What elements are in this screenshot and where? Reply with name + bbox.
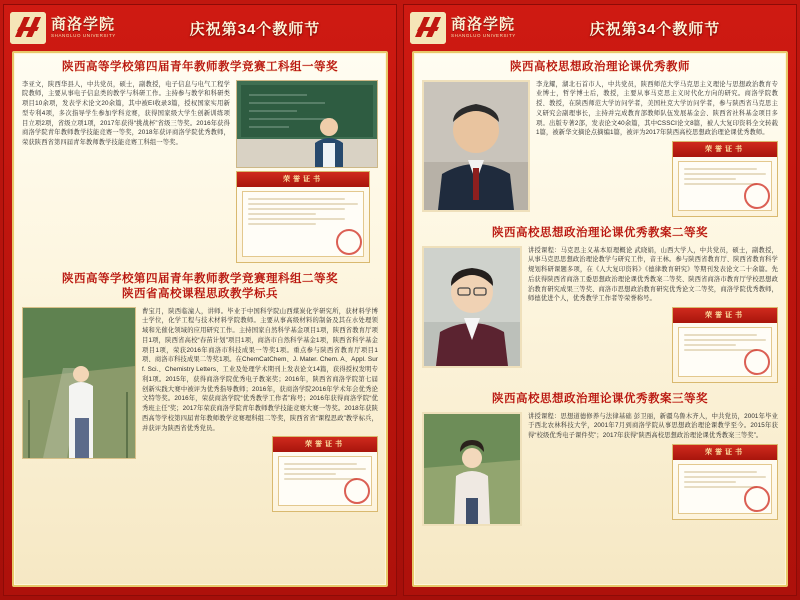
certificate-line [248,213,316,215]
certificate-line [284,468,366,470]
award-description: 李龙耀，湖北石首市人，中共党员，陕西师范大学马克思主义理论与思想政治教育专业博士，哲学博士后，教授，主要从事马克思主义时代化方向的研究。商洛学院教授、教授，在陕西师范大学访问学者，美国杜克大学访问学者，参与陕西省马克思主义研究会副理事长，主持并完成教育部教师队伍发展基金会、陕西省社科基金项目多项。出版专著2部，发表论文40余篇，其中CSSCI论文8篇，被人大复印资料全文转载1篇，被新华文摘论点摘编1篇，被评为2017年陕西高校思想政治理论课优秀教师。 [536,80,778,137]
poster-left-title: 庆祝第34个教师节 [189,20,321,38]
certificate-label: 荣誉证书 [705,312,745,320]
award-block [22,272,378,513]
award-certificate-image [672,307,778,383]
award-media-column [422,246,522,368]
certificate-line [684,339,766,341]
section-divider [22,268,378,271]
certificate-banner [673,445,777,460]
section-divider [422,388,778,391]
award-title: 陕西高校思想政治理论课优秀教案三等奖 [492,393,708,406]
certificate-line [684,344,736,346]
award-description: 曹宝月，陕西临潼人，讲师。毕业于中国科学院山西煤炭化学研究所，获材料学博士学位，化学工程与技术材料学院教师。主要从事高级材料的制备及其在水处理领域和光催化领域的应用研究工作。主持国家自然科学基金项目1项，陕西省教育厅项目1项，陕西省高校“春苗计划”项目1项，商洛市自然科学基金1项，陕西省科学基金项目1项，荣获2016年商洛市科技成果一等奖1项。重点参与陕西省教育厅项目1项、商洛市科技成果二等奖1项。在ChemCatChem、J. Mater. Chem. A、Appl. Surf. Sci.、Chemistry Letters、工业及处理学术期刊上发表论文14篇，获得授权发明专利1项。2015年，获得商洛学院优秀电子教案奖；2016年，陕西省商洛学院第七届创新实践大赛中被评为优秀指导教师；2016年，获商洛学院2016年学术年会优秀论文特等奖。2016年，荣获商洛学院“优秀教学工作者”称号；2016年获得商洛学院“优秀班主任”奖；2017年荣获商洛学院青年教师教学技能竞赛大赛一等奖。2018年获陕西高等学校第四届青年教师教学竞赛理科组二等奖，陕西省省“课程思政”教学标兵，并获评为陕西省优秀党员。 [142,307,378,432]
award-body-row [422,412,778,526]
award-title: 陕西高等学校第四届青年教师教学竞赛理科组二等奖 陕西省高校课程思政教学标兵 [62,272,338,301]
award-body-row [22,307,378,513]
university-logo [410,12,516,44]
certificate-label: 荣誉证书 [305,441,345,449]
award-certificate-image [272,436,378,512]
university-name-en: SHANGLUO UNIVERSITY [451,33,516,39]
certificate-line [684,178,736,180]
award-block [22,60,378,263]
award-certificate-image [236,171,370,263]
university-emblem-icon [10,12,46,44]
award-block [422,226,778,383]
certificate-banner [273,437,377,452]
certificate-line [684,183,757,185]
official-seal-icon [744,183,770,209]
certificate-line [684,334,757,336]
university-logo [10,12,116,44]
certificate-label: 荣誉证书 [705,448,745,456]
university-logo-text [451,17,516,39]
poster-right [403,4,797,596]
certificate-row [536,138,778,217]
award-text-column [536,80,778,218]
award-text-column [528,412,778,520]
poster-left-header [4,5,396,51]
award-text-column [528,246,778,384]
award-certificate-image [672,141,778,217]
award-description: 讲授课程：思想道德修养与法律基础 彭卫丽，新疆乌鲁木齐人，中共党员，2001年毕业于西北农林科技大学，2001年7月到商洛学院从事思想政治理论课教学至今。2015年获得“校级优秀电子课件奖”；2017年获得“陕西高校思想政治理论课优秀教案三等奖”。 [528,412,778,440]
certificate-line [684,481,736,483]
certificate-line [284,463,357,465]
award-title: 陕西高校思想政治理论课优秀教师 [510,61,690,73]
certificate-line [248,208,345,210]
university-name-cn: 商洛学院 [451,16,516,34]
university-name-en: SHANGLUO UNIVERSITY [51,33,116,39]
teacher-portrait-photo [422,246,522,368]
certificate-line [248,218,345,220]
award-title: 陕西高校思想政治理论课优秀教案二等奖 [492,227,708,240]
certificate-line [248,203,358,205]
award-text-column [142,307,378,513]
award-media-column [422,80,530,212]
teacher-outdoor-photo [22,307,136,459]
official-seal-icon [744,486,770,512]
award-block [422,60,778,217]
certificate-line [248,198,345,200]
award-text-column [22,80,230,148]
award-body-row [22,80,378,263]
award-description: 讲授课程：马克思主义基本原理概论 武晓娟，山西大学人，中共党员，硕士，副教授，从事马克思思想政治理论教学与研究工作，音王林。参与陕西省教育厅、陕西省教育科学规划科研课题多项，在《人大复印资料》《德律教育研究》等期刊发表论文二十余篇。先后获得陕西省商洛工委思想政治理论课优秀教案二等奖、陕西省商洛市教育厅学校思想政治教育研究成果三等奖、商洛市思想政治教育研究优秀论文二等奖，商洛学院优秀教师，师德优进个人，优秀教学工作者等荣誉称号。 [528,246,778,303]
poster-right-title: 庆祝第34个教师节 [589,20,721,38]
teacher-outdoor-photo [422,412,522,526]
certificate-line [684,349,757,351]
award-media-column [422,412,522,526]
certificate-line [284,473,336,475]
university-logo-text [51,17,116,39]
certificate-line [248,223,316,225]
certificate-line [684,168,757,170]
award-title: 陕西高等学校第四届青年教师教学竞赛工科组一等奖 [62,61,338,73]
official-seal-icon [744,349,770,375]
teacher-classroom-photo [236,80,378,168]
poster-left-content [12,51,388,587]
award-description: 李亚文，陕西华县人，中共党员，硕士，副教授，电子信息与电气工程学院教师，主要从事电子信息类的教学与科研工作。主持参与教学和科研类项目10余项，发表学术论文20余篇，其中被EI收录3篇，授权国家实用新型专利4项，多次指导学生参加学科竞赛，获得国家级大学生创新训练项目立项2项，省级立项1项，2017年获得“挑战杯”省级三等奖。2016年获得商洛学院青年教师教学技能竞赛一等奖，2018年获评商洛学院优秀教师，荣获陕西省第四届青年教师教学技能竞赛工科组一等奖。 [22,80,230,147]
award-block [422,392,778,526]
certificate-banner [673,142,777,157]
university-emblem-icon [410,12,446,44]
certificate-label: 荣誉证书 [705,146,745,154]
poster-right-header [404,5,796,51]
certificate-line [684,471,757,473]
certificate-banner [673,308,777,323]
certificate-line [684,476,766,478]
award-certificate-image [672,444,778,520]
award-body-row [422,246,778,384]
award-media-column [236,80,378,263]
certificate-label: 荣誉证书 [283,175,323,183]
award-media-column [22,307,136,459]
certificate-line [284,478,357,480]
award-body-row [422,80,778,218]
poster-left [3,4,397,596]
section-divider [422,222,778,225]
certificate-row [528,441,778,520]
poster-right-content [412,51,788,587]
certificate-line [684,486,757,488]
certificate-line [684,173,766,175]
university-name-cn: 商洛学院 [51,16,116,34]
teacher-portrait-photo [422,80,530,212]
certificate-row [528,304,778,383]
certificate-banner [237,172,369,187]
certificate-row [142,433,378,512]
official-seal-icon [336,229,362,255]
